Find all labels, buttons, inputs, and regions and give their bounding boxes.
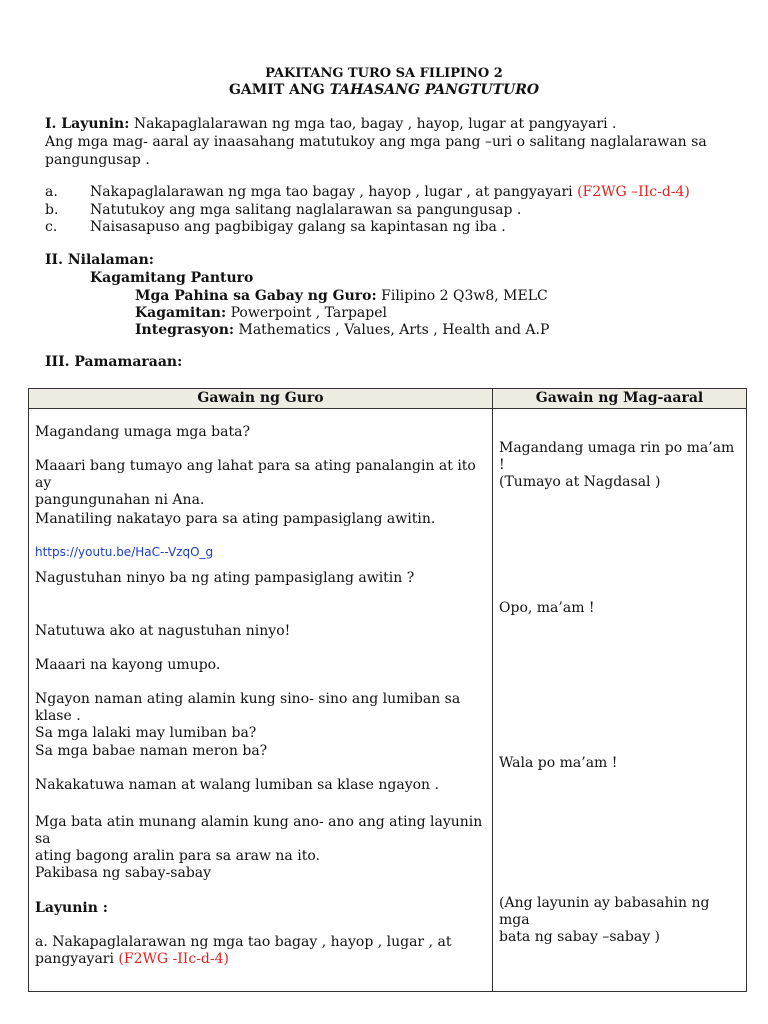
objective-b: b. Natutukoy ang mga salitang naglalarawan sa pangungusap . bbox=[45, 202, 522, 218]
header-teacher: Gawain ng Guro bbox=[29, 389, 493, 409]
student-line: Wala po ma’am ! bbox=[499, 755, 618, 771]
teacher-column bbox=[29, 409, 493, 992]
section-1-paragraph: Ang mga mag- aaral ay inaasahang matutukoy ang mga pang –uri o salitang naglalarawan sa pangungusap . bbox=[45, 134, 707, 168]
competency-code: (F2WG –IIc-d-4) bbox=[577, 184, 690, 200]
teacher-line: Pakibasa ng sabay-sabay bbox=[35, 865, 212, 881]
title-line-2: GAMIT ANG TAHASANG PANGTUTURO bbox=[228, 82, 540, 98]
section-3-heading: III. Pamamaraan: bbox=[45, 354, 183, 370]
section-pamamaraan bbox=[45, 353, 728, 371]
teacher-line: Mga bata atin munang alamin kung ano- ano ang ating layunin sa ating bagong aralin para sa araw na ito. bbox=[35, 814, 483, 864]
student-line: (Ang layunin ay babasahin ng mga bata ng sabay –sabay ) bbox=[499, 895, 710, 945]
teacher-line: Sa mga babae naman meron ba? bbox=[35, 743, 268, 759]
teacher-objective: a. Nakapaglalarawan ng mga tao bagay , hayop , lugar , at pangyayari (F2WG -IIc-d-4) bbox=[35, 934, 452, 967]
layunin-label: Layunin : bbox=[35, 900, 108, 916]
teacher-line: Manatiling nakatayo para sa ating pampasiglang awitin. bbox=[35, 511, 436, 527]
section-nilalaman bbox=[45, 251, 728, 269]
material-item-gabay: Mga Pahina sa Gabay ng Guro: Filipino 2 Q3w8, MELC bbox=[135, 288, 548, 304]
kagamitang-panturo-heading: Kagamitang Panturo bbox=[90, 270, 254, 286]
section-layunin bbox=[45, 115, 728, 133]
objective-a: a. Nakapaglalarawan ng mga tao bagay , hayop , lugar , at pangyayari (F2WG –IIc-d-4) bbox=[45, 184, 690, 200]
table-header-row bbox=[29, 389, 747, 409]
teacher-line: Ngayon naman ating alamin kung sino- sino ang lumiban sa klase . Sa mga lalaki may lumiban ba? bbox=[35, 691, 461, 741]
procedure-table bbox=[28, 388, 747, 992]
title-line-1: PAKITANG TURO SA FILIPINO 2 bbox=[265, 66, 503, 81]
teacher-line: Magandang umaga mga bata? bbox=[35, 424, 250, 440]
teacher-line: Nakakatuwa naman at walang lumiban sa klase ngayon . bbox=[35, 777, 439, 793]
competency-code: (F2WG -IIc-d-4) bbox=[118, 951, 229, 967]
objective-c: c. Naisasapuso ang pagbibigay galang sa kapintasan ng iba . bbox=[45, 219, 506, 235]
teacher-line: Maaari na kayong umupo. bbox=[35, 657, 221, 673]
section-1-text: Nakapaglalarawan ng mga tao, bagay , hayop, lugar at pangyayari . bbox=[129, 116, 617, 132]
material-item-kagamitan: Kagamitan: Powerpoint , Tarpapel bbox=[135, 305, 388, 321]
table-row bbox=[29, 409, 747, 992]
teacher-line: Nagustuhan ninyo ba ng ating pampasiglang awitin ? bbox=[35, 570, 415, 586]
section-2-heading: II. Nilalaman: bbox=[45, 252, 154, 268]
header-student: Gawain ng Mag-aaral bbox=[493, 389, 747, 409]
student-line: Opo, ma’am ! bbox=[499, 600, 595, 616]
document-title bbox=[0, 66, 768, 99]
material-item-integrasyon: Integrasyon: Mathematics , Values, Arts , Health and A.P bbox=[135, 322, 550, 338]
student-line: (Tumayo at Nagdasal ) bbox=[499, 474, 661, 490]
title-italic: TAHASANG PANGTUTURO bbox=[329, 82, 540, 98]
student-column bbox=[493, 409, 747, 992]
teacher-line: Natutuwa ako at nagustuhan ninyo! bbox=[35, 623, 291, 639]
student-line: Magandang umaga rin po ma’am ! bbox=[499, 440, 735, 473]
youtube-link[interactable]: https://youtu.be/HaC--VzqO_g bbox=[35, 545, 214, 559]
teacher-line: Maaari bang tumayo ang lahat para sa ating panalangin at ito ay pangungunahan ni Ana. bbox=[35, 458, 476, 508]
section-1-heading: I. Layunin: bbox=[45, 116, 130, 132]
